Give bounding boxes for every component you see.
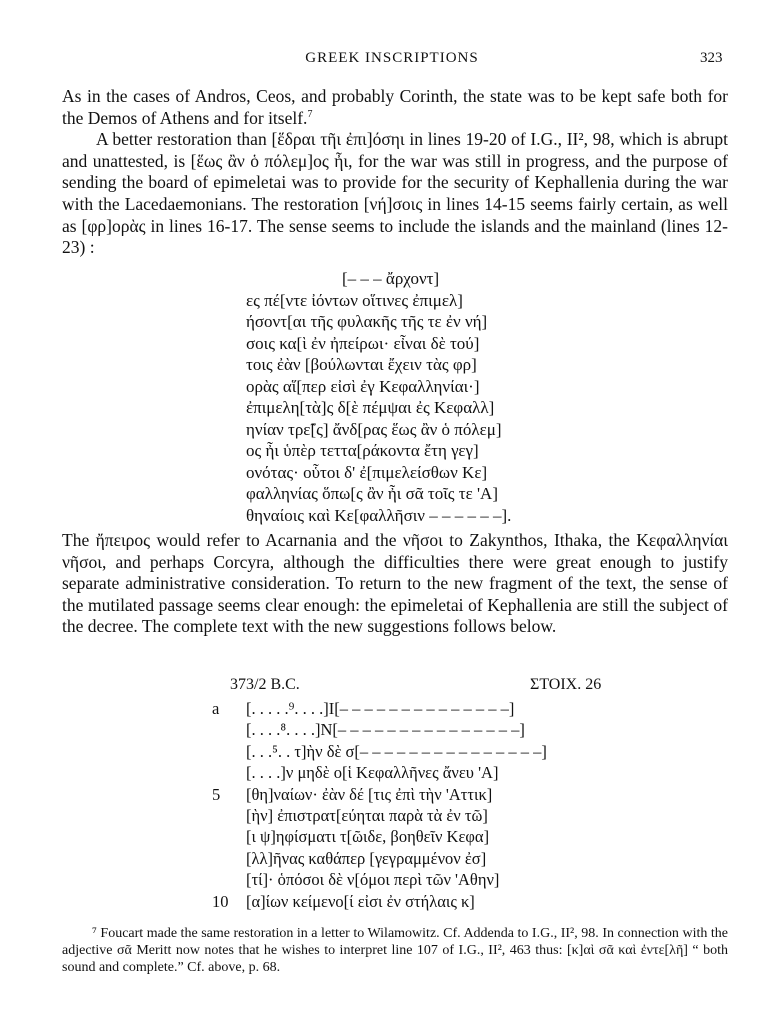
page-number: 323 xyxy=(700,50,723,66)
inscription-text xyxy=(200,698,547,912)
greek-line: φαλληνίας ὅπω[ς ἂν ἦι σᾶ τοῖς τε 'Α] xyxy=(246,484,498,503)
greek-line: [– – – ἄρχοντ] xyxy=(342,269,440,288)
body-text-top xyxy=(62,86,728,259)
line-number: a xyxy=(212,699,220,718)
footnote-ref: 7 xyxy=(307,108,313,120)
inscription-stoich: ΣΤΟΙΧ. 26 xyxy=(530,676,602,693)
inscription-line: [ι ψ]ηφίσματι τ[ῶιδε, βοηθεῖν Κεφα] xyxy=(246,827,490,847)
greek-line: ος ἦι ὑπὲρ τεττα[ράκοντα ἔτη γεγ] xyxy=(246,441,479,460)
inscription-line: 5 [θη]ναίων· ἐὰν δέ [τις ἐπὶ τὴν 'Αττικ] xyxy=(212,784,493,804)
inscription-line: [. . . .]ν μηδὲ ο[ἱ Κεφαλλῆνες ἄνευ 'Α] xyxy=(246,763,499,783)
paragraph-2: A better restoration than [ἕδραι τῆι ἐπι]όσηι in lines 19-20 of I.G., II², 98, which is abrupt and unattested, is [ἕως ἂν ὁ πόλεμ]ος ἦι, for the war was still in progress, and the purpose of sending the board of epimeletai was to provide for the security of Kephallenia during the war with the Lacedaemonians. The restoration [νή]σοις in lines 14-15 seems fairly certain, as well as [φρ]ορὰς in lines 16-17. The sense seems to include the islands and the mainland (lines 12-23) : xyxy=(62,129,728,258)
inscription-date: 373/2 B.C. xyxy=(230,676,300,693)
greek-line: τοις ἐὰν [βούλωνται ἔχειν τὰς φρ] xyxy=(246,355,477,374)
inscription-line: a [. . . . .⁹. . . .]I[– – – – – – – – – – – – – –] xyxy=(212,699,515,718)
footnote-text: ⁷ Foucart made the same restoration in a letter to Wilamowitz. Cf. Addenda to I.G., II², 98. In connection with the adjective σᾶ Meritt now notes that he wishes to interpret line 107 of I.G., II², 463 thus: [κ]αὶ σᾶ καὶ ἐντε[λῆ] “ both sound and complete.” Cf. above, p. 68. xyxy=(62,926,728,975)
paragraph-1: As in the cases of Andros, Ceos, and probably Corinth, the state was to be kept safe both for the Demos of Athens and for itself.$^7$ xyxy=(62,86,728,128)
greek-line: ηνίαν τρε̃[ς] ἄνδ[ρας ἕως ἂν ὁ πόλεμ] xyxy=(246,419,502,439)
greek-line: θηναίοις καὶ Κε[φαλλῆσιν – – – – – –]. xyxy=(246,505,512,525)
greek-line: ήσοντ[αι τῆς φυλακῆς τῆς τε ἐν νή] xyxy=(246,312,488,331)
line-number: 5 xyxy=(212,784,221,804)
paragraph-3: The ἤπειρος would refer to Acarnania and the νῆσοι to Zakynthos, Ithaka, the Κεφαλληνίαι νῆσοι, and perhaps Corcyra, although the difficulties there were great enough to justify separate administrative consideration. To return to the new fragment of the text, the sense of the mutilated passage seems clear enough: the epimeletai of Kephallenia are still the subject of the decree. The complete text with the new suggestions follows below. xyxy=(62,530,728,637)
greek-line: ες πέ[ντε ἰόντων οἵτινες ἐπιμελ] xyxy=(246,290,463,310)
inscription-heading xyxy=(230,676,610,694)
inscription-line: [. . .⁵. . τ]ὴν δὲ σ[– – – – – – – – – – – – – – –] xyxy=(246,741,547,761)
body-text-middle xyxy=(62,530,728,638)
inscription-line: [λλ]ῆνας καθάπερ [γεγραμμένον ἐσ] xyxy=(246,848,487,868)
line-number: 10 xyxy=(212,891,229,911)
inscription-line: [. . . .⁸. . . .]N[– – – – – – – – – – – – – – –] xyxy=(246,720,525,740)
greek-line: ορὰς αἵ[περ εἰσὶ ἐγ Κεφαλληνίαι·] xyxy=(246,376,480,396)
greek-restoration-passage xyxy=(246,268,511,526)
inscription-line: [ὴν] ἐπιστρατ[εύηται παρὰ τὰ ἐν τῶ] xyxy=(246,806,488,826)
inscription-line: 10 [α]ίων κείμενο[ί εἰσι ἐν στήλαις κ] xyxy=(212,891,475,911)
greek-line: ονότας· οὗτοι δ' ἐ[πιμελείσθων Κε] xyxy=(246,462,488,482)
running-header: GREEK INSCRIPTIONS xyxy=(305,50,479,66)
greek-line: σοις κα[ὶ ἐν ἠπείρωι· εἶναι δὲ τού] xyxy=(246,333,480,353)
inscription-line: [τί]· ὁπόσοι δὲ ν[όμοι περὶ τῶν 'Αθην] xyxy=(246,870,500,890)
greek-line: ἐπιμελη[τὰ]ς δ[ὲ πέμψαι ἐς Κεφαλλ] xyxy=(246,398,495,417)
footnote xyxy=(62,925,728,976)
